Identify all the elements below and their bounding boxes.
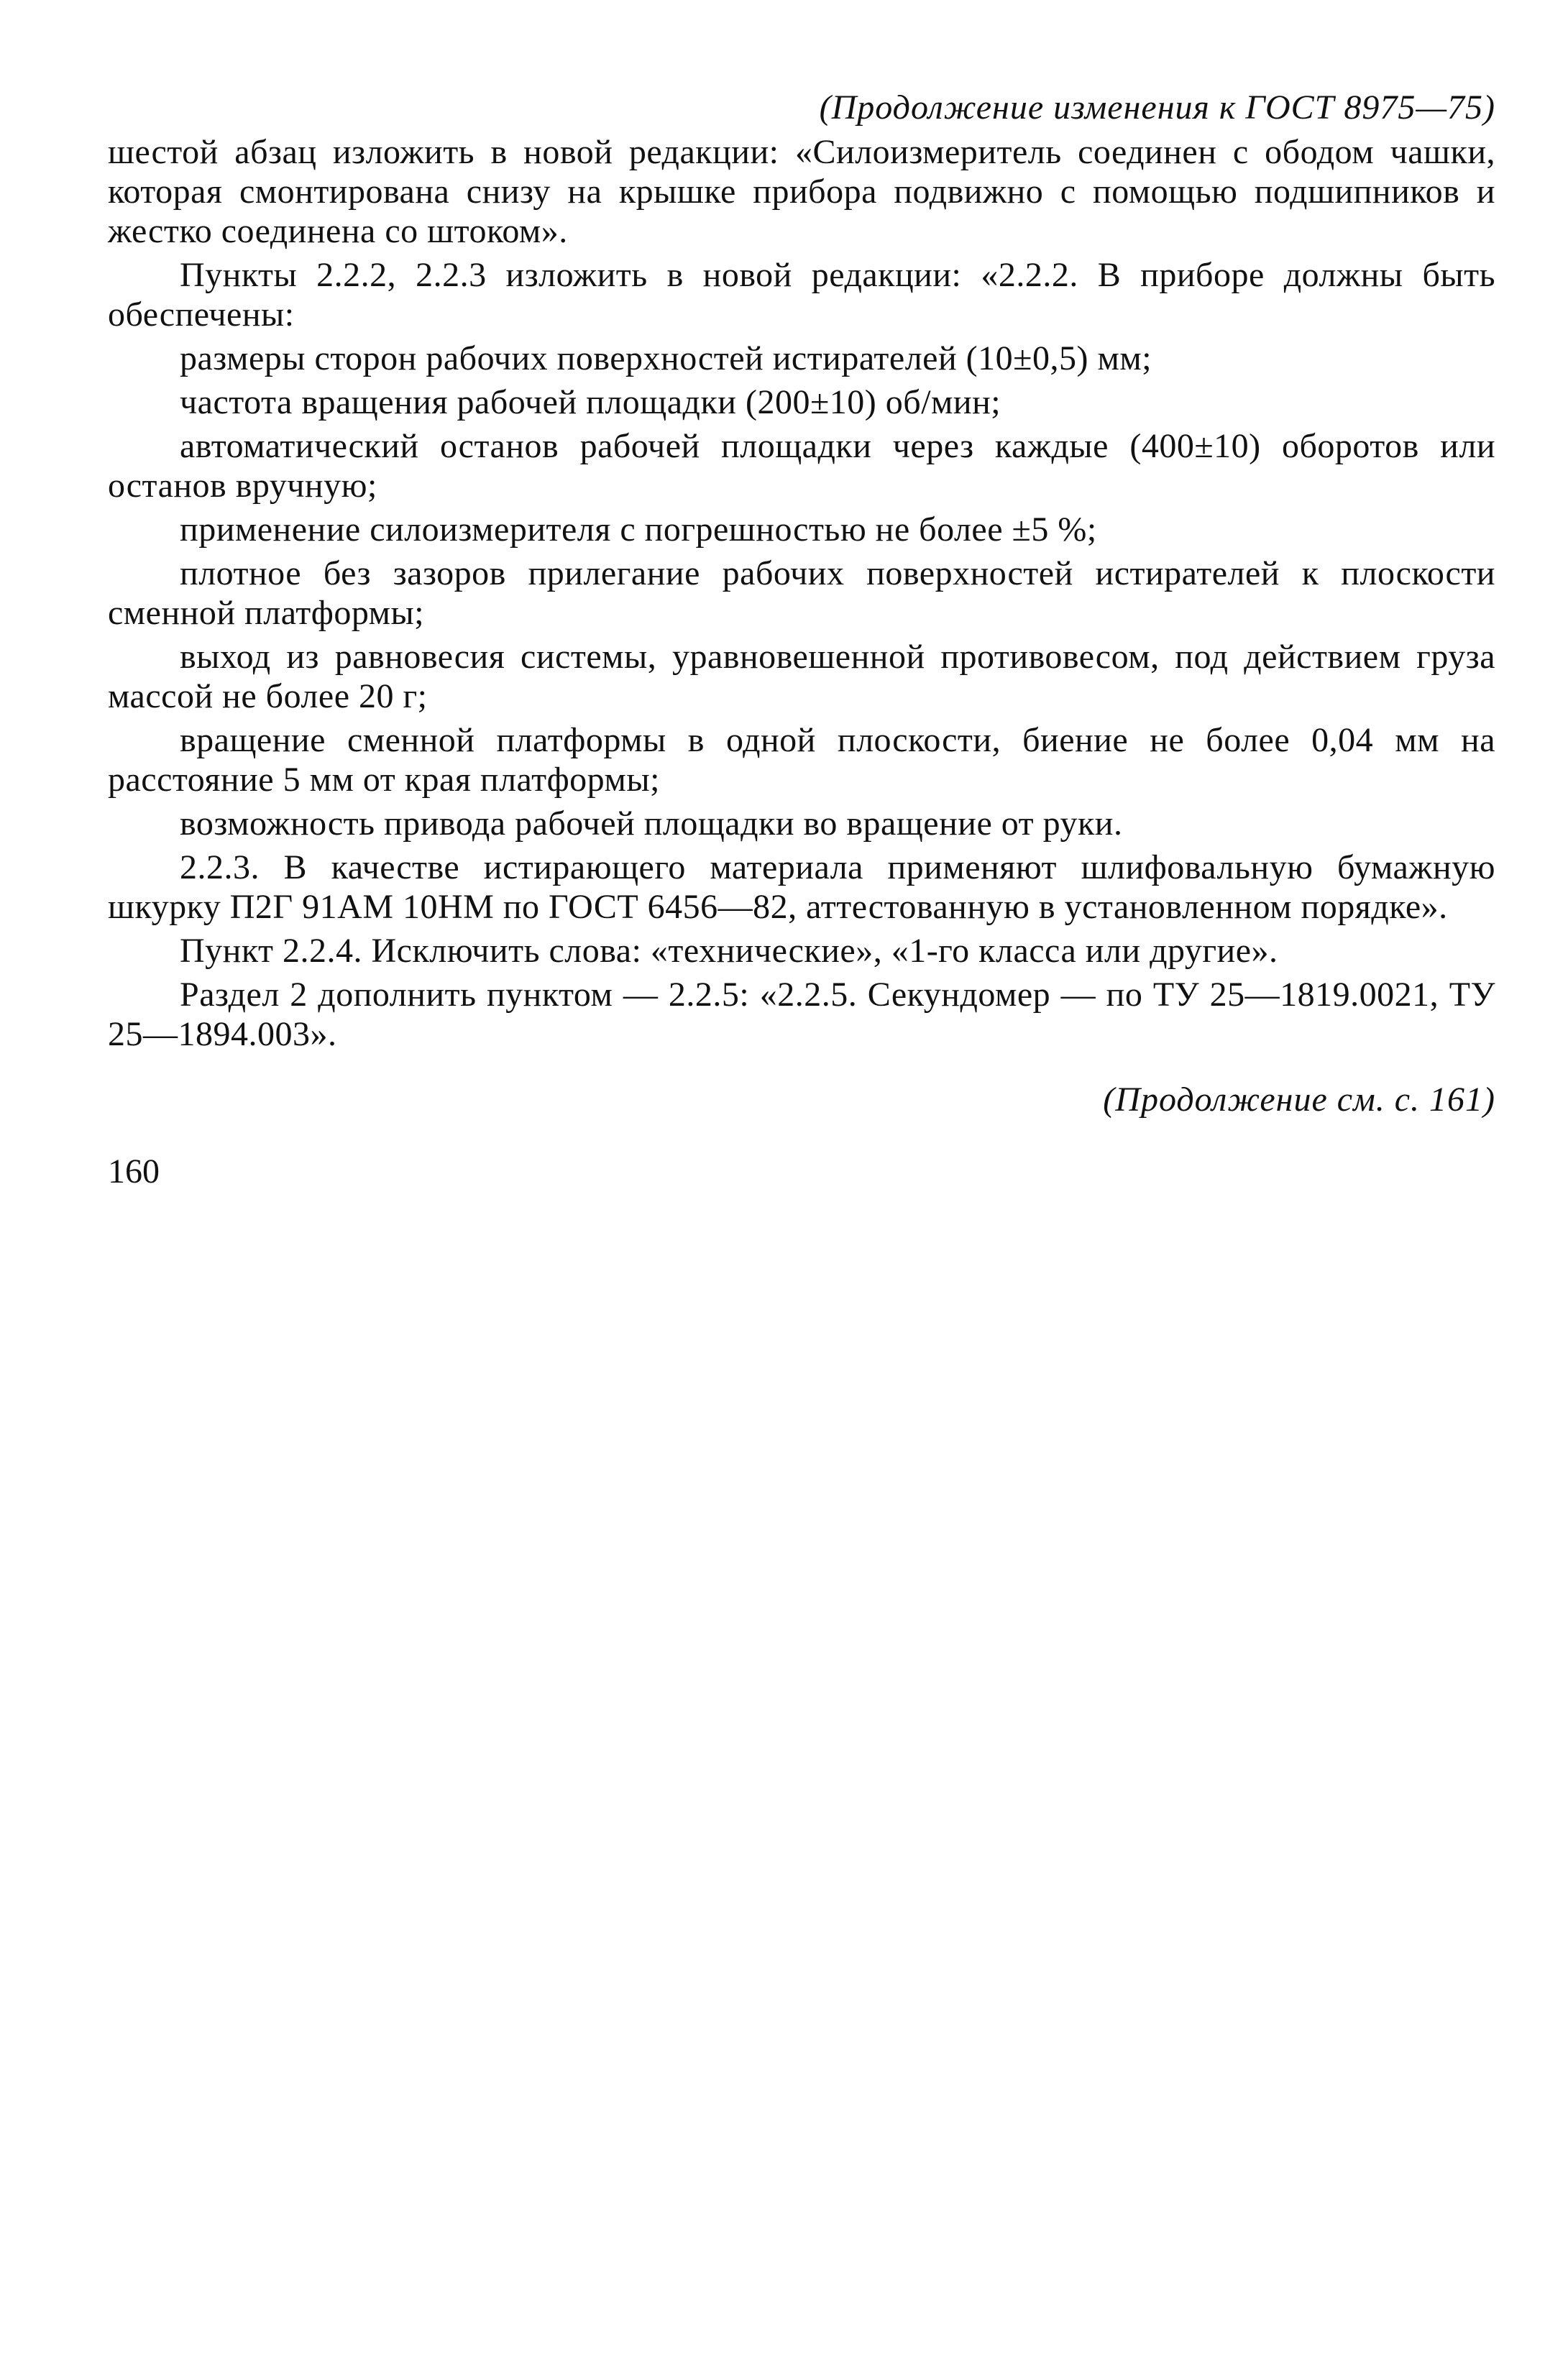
page-number: 160 bbox=[108, 1152, 160, 1191]
paragraph-list-item: применение силоизмерителя с погрешностью не более ±5 %; bbox=[180, 510, 1097, 549]
continuation-header: (Продолжение изменения к ГОСТ 8975—75) bbox=[819, 88, 1495, 127]
paragraph-list-item: выход из равновесия системы, уравновешенной противовесом, под действием груза массой не более 20 г; bbox=[108, 638, 1495, 715]
paragraph-sixth-clause: шестой абзац изложить в новой редакции: «Силоизмеритель соединен с ободом чашки, которая смонтирована снизу на крышке прибора подвижно с помощью подшипников и жестко соединена со штоком». bbox=[108, 133, 1495, 250]
continuation-footer: (Продолжение см. с. 161) bbox=[1103, 1081, 1495, 1119]
paragraph-list-item: плотное без зазоров прилегание рабочих поверхностей истирателей к плоскости сменной платформы; bbox=[108, 554, 1495, 632]
paragraph-item-2-2-5: Раздел 2 дополнить пунктом — 2.2.5: «2.2.5. Секундомер — по ТУ 25—1819.0021, ТУ 25—1894.003». bbox=[108, 976, 1495, 1053]
paragraph-item-2-2-4: Пункт 2.2.4. Исключить слова: «технические», «1-го класса или другие». bbox=[180, 932, 1278, 970]
paragraph-list-item: возможность привода рабочей площадки во вращение от руки. bbox=[180, 804, 1123, 843]
document-body bbox=[108, 132, 1495, 1054]
paragraph-item-2-2-3: 2.2.3. В качестве истирающего материала применяют шлифовальную бумажную шкурку П2Г 91АМ 10НМ по ГОСТ 6456—82, аттестованную в установленном порядке». bbox=[108, 848, 1495, 926]
document-page bbox=[108, 86, 1495, 1193]
paragraph-list-item: размеры сторон рабочих поверхностей истирателей (10±0,5) мм; bbox=[180, 339, 1152, 377]
paragraph-list-item: автоматический останов рабочей площадки через каждые (400±10) оборотов или останов вручную; bbox=[108, 427, 1495, 505]
paragraph-items-2-2-2: Пункты 2.2.2, 2.2.3 изложить в новой редакции: «2.2.2. В приборе должны быть обеспечены: bbox=[108, 256, 1495, 334]
paragraph-list-item: вращение сменной платформы в одной плоскости, биение не более 0,04 мм на расстояние 5 мм от края платформы; bbox=[108, 721, 1495, 799]
paragraph-list-item: частота вращения рабочей площадки (200±10) об/мин; bbox=[180, 383, 1001, 421]
